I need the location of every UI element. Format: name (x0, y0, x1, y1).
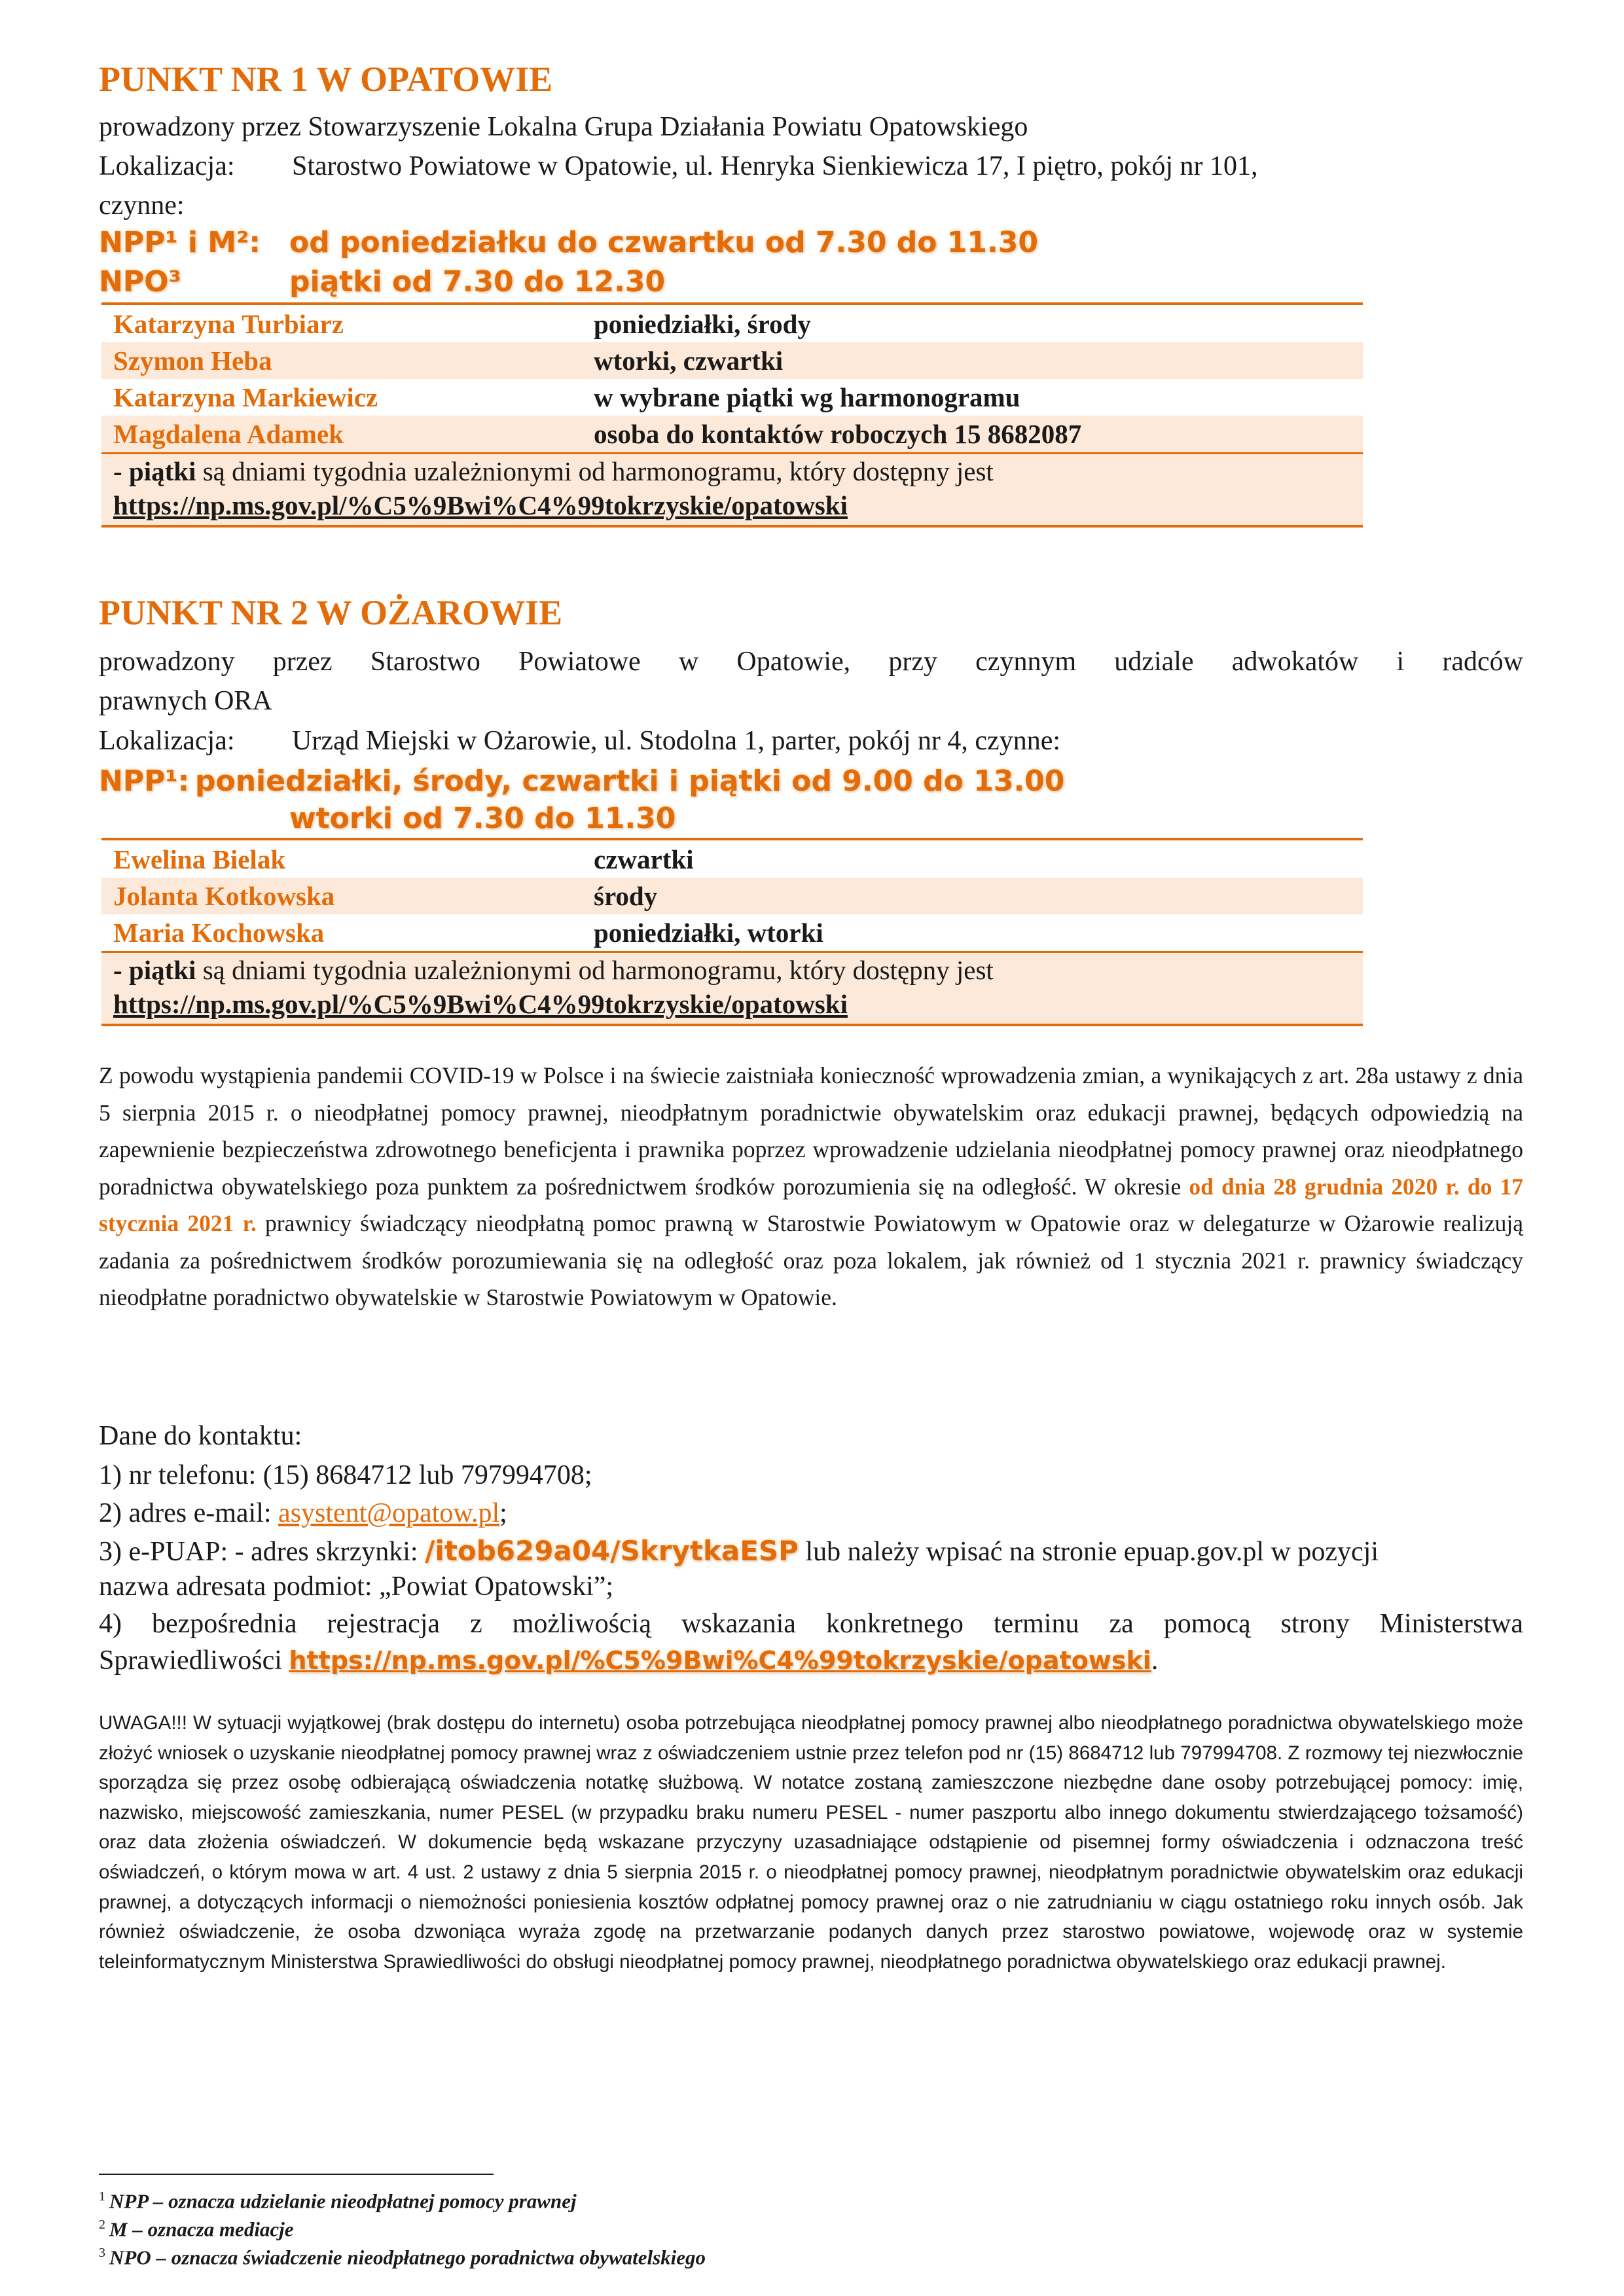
email-link[interactable]: asystent@opatow.pl (278, 1498, 500, 1528)
footnote-text: NPP – oznacza udzielanie nieodpłatnej pomocy prawnej (109, 2189, 577, 2213)
contact-title: Dane do kontaktu: (99, 1421, 302, 1451)
staff-name: Jolanta Kotkowska (113, 881, 335, 911)
punkt2-run-by-cont: prawnych ORA (99, 686, 272, 716)
staff-name: Magdalena Adamek (113, 419, 344, 449)
registration-label: Sprawiedliwości (99, 1645, 289, 1676)
staff-name: Ewelina Bielak (113, 844, 286, 874)
covid-paragraph (99, 1057, 1523, 1316)
contact-epuap-line (99, 1535, 1379, 1568)
footnote-1 (99, 2189, 577, 2213)
registration-link[interactable]: https://np.ms.gov.pl/%C5%9Bwi%C4%99tokrzyskie/opatowski (289, 1646, 1151, 1675)
staff-days: poniedziałki, środy (594, 309, 811, 339)
schedule-note (101, 953, 1363, 1026)
punkt1-location-label: Lokalizacja: (99, 151, 235, 181)
footnote-mark: 2 (99, 2217, 105, 2232)
table-row (101, 306, 1363, 342)
staff-name: Katarzyna Markiewicz (113, 382, 378, 412)
contact-registration: 4) bezpośrednia rejestracja z możliwością wskazania konkretnego terminu za pomocą strony Ministerstwa (99, 1609, 1523, 1639)
staff-days: w wybrane piątki wg harmonogramu (594, 382, 1020, 412)
schedule-link[interactable]: https://np.ms.gov.pl/%C5%9Bwi%C4%99tokrzyskie/opatowski (113, 989, 848, 1019)
covid-text-1: Z powodu wystąpienia pandemii COVID-19 w Polsce i na świecie zaistniała konieczność wprowadzenia zmian, a wynikających z art. 28a ustawy z dnia 5 sierpnia 2015 r. o nieodpłatnej pomocy prawnej, nieodpłatnym poradnictwie obywatelskim oraz edukacji prawnej, będących odpowiedzią na zapewnienie bezpieczeństwa zdrowotnego beneficjenta i prawnika poprzez wprowadzenie udzielania nieodpłatnej pomocy prawnej oraz nieodpłatnego poradnictwa obywatelskiego poza punktem za pośrednictwem środków porozumienia się na odległość. W okresie (99, 1062, 1523, 1200)
punkt2-run-by: prowadzony przez Starostwo Powiatowe w Opatowie, przy czynnym udziale adwokatów i radców (99, 647, 1523, 677)
footnote-mark: 1 (99, 2189, 105, 2204)
epuap-suffix: lub należy wpisać na stronie epuap.gov.pl w pozycji (798, 1537, 1379, 1567)
staff-name: Maria Kochowska (113, 918, 325, 948)
staff-days: środy (594, 881, 658, 911)
note-bold: - piątki (113, 955, 196, 985)
schedule-link[interactable]: https://np.ms.gov.pl/%C5%9Bwi%C4%99tokrzyskie/opatowski (113, 490, 848, 520)
punkt1-hours-npo-value: piątki od 7.30 do 12.30 (289, 265, 666, 298)
staff-days: wtorki, czwartki (594, 346, 784, 376)
contact-phone: 1) nr telefonu: (15) 8684712 lub 797994708; (99, 1460, 592, 1490)
covid-dates: od dnia 28 grudnia 2020 r. do 17 stycznia 2021 r. (99, 1173, 1523, 1236)
epuap-label: 3) e-PUAP: - adres skrzynki: (99, 1537, 425, 1567)
punkt1-hours-npo-label: NPO³ (99, 265, 181, 298)
epuap-box[interactable]: /itob629a04/SkrytkaESP (425, 1535, 799, 1567)
contact-registration-line2 (99, 1645, 1158, 1676)
punkt1-open-label: czynne: (99, 190, 185, 221)
footnote-3 (99, 2246, 706, 2269)
table-row (101, 841, 1363, 878)
punkt1-hours-npp-label: NPP¹ i M²: (99, 226, 261, 259)
table-row (101, 379, 1363, 416)
contact-email-line (99, 1498, 507, 1529)
punkt2-location-text: Urząd Miejski w Ożarowie, ul. Stodolna 1, parter, pokój nr 4, czynne: (292, 726, 1061, 756)
table-row (101, 342, 1363, 379)
punkt2-heading: PUNKT NR 2 W OŻAROWIE (99, 593, 563, 632)
punkt2-hours-line1: poniedziałki, środy, czwartki i piątki od 9.00 do 13.00 (195, 764, 1065, 798)
staff-name: Szymon Heba (113, 346, 272, 376)
punkt1-hours-npp-value: od poniedziałku do czwartku od 7.30 do 11.30 (289, 226, 1038, 259)
table-row (101, 878, 1363, 914)
note-text: są dniami tygodnia uzależnionymi od harmonogramu, który dostępny jest (196, 955, 994, 985)
punkt2-hours-line2: wtorki od 7.30 do 11.30 (289, 802, 676, 835)
punkt1-location-text: Starostwo Powiatowe w Opatowie, ul. Henryka Sienkiewicza 17, I piętro, pokój nr 101, (292, 151, 1258, 181)
email-suffix: ; (499, 1498, 507, 1528)
note-bold: - piątki (113, 456, 196, 486)
footnote-text: NPO – oznacza świadczenie nieodpłatnego poradnictwa obywatelskiego (109, 2246, 706, 2269)
table-top-rule (101, 838, 1363, 840)
punkt1-run-by: prowadzony przez Stowarzyszenie Lokalna Grupa Działania Powiatu Opatowskiego (99, 112, 1028, 142)
footnote-2 (99, 2217, 294, 2241)
footnote-mark: 3 (99, 2246, 105, 2260)
contact-epuap-line2: nazwa adresata podmiot: „Powiat Opatowski”; (99, 1571, 614, 1602)
table-row (101, 914, 1363, 951)
footnote-text: M – oznacza mediacje (109, 2217, 294, 2241)
staff-days: czwartki (594, 844, 694, 874)
table-top-rule (101, 302, 1363, 305)
table-row (101, 416, 1363, 452)
punkt2-location-label: Lokalizacja: (99, 726, 235, 756)
punkt1-heading: PUNKT NR 1 W OPATOWIE (99, 60, 553, 99)
staff-name: Katarzyna Turbiarz (113, 309, 344, 339)
staff-days: osoba do kontaktów roboczych 15 8682087 (594, 419, 1082, 449)
punkt2-hours-label: NPP¹: (99, 764, 190, 798)
footnote-separator (99, 2174, 494, 2175)
email-label: 2) adres e-mail: (99, 1498, 279, 1528)
staff-days: poniedziałki, wtorki (594, 918, 823, 948)
registration-suffix: . (1151, 1645, 1159, 1676)
warning-paragraph: UWAGA!!! W sytuacji wyjątkowej (brak dostępu do internetu) osoba potrzebująca nieodpłatnej pomocy prawnej albo nieodpłatnego poradnictwa obywatelskiego może złożyć wniosek o uzyskanie nieodpłatnej pomocy prawnej wraz z oświadczeniem ustnie przez telefon pod nr (15) 8684712 lub 797994708. Z rozmowy tej niezwłocznie sporządza się przez osobę odbierającą oświadczenia notatkę służbową. W notatce zostaną zamieszczone niezbędne dane osoby potrzebującej pomocy: imię, nazwisko, miejscowość zamieszkania, numer PESEL (w przypadku braku numeru PESEL - numer paszportu albo innego dokumentu stwierdzającego tożsamość) oraz data złożenia oświadczeń. W dokumencie będą wskazane przyczyny uzasadniające odstąpienie od pisemnej formy oświadczenia i odznaczona treść oświadczeń, o którym mowa w art. 4 ust. 2 ustawy z dnia 5 sierpnia 2015 r. o nieodpłatnej pomocy prawnej, nieodpłatnym poradnictwie obywatelskim oraz edukacji prawnej, a dotyczących informacji o niemożności poniesienia kosztów odpłatnej pomocy prawnej oraz o nie zatrudnianiu w ciągu ostatniego roku innych osób. Jak również oświadczenie, że osoba dzwoniąca wyraża zgodę na przetwarzanie podanych danych przez starostwo powiatowe, wojewodę oraz w systemie teleinformatycznym Ministerstwa Sprawiedliwości do obsługi nieodpłatnej pomocy prawnej, nieodpłatnego poradnictwa obywatelskiego oraz edukacji prawnej. (99, 1712, 1523, 1973)
note-text: są dniami tygodnia uzależnionymi od harmonogramu, który dostępny jest (196, 456, 994, 486)
covid-text-2: prawnicy świadczący nieodpłatną pomoc prawną w Starostwie Powiatowym w Opatowie oraz w delegaturze w Ożarowie realizują zadania za pośrednictwem środków porozumiewania się na odległość oraz poza lokalem, jak również od 1 stycznia 2021 r. prawnicy świadczący nieodpłatne poradnictwo obywatelskie w Starostwie Powiatowym w Opatowie. (99, 1210, 1523, 1310)
schedule-note (101, 454, 1363, 528)
